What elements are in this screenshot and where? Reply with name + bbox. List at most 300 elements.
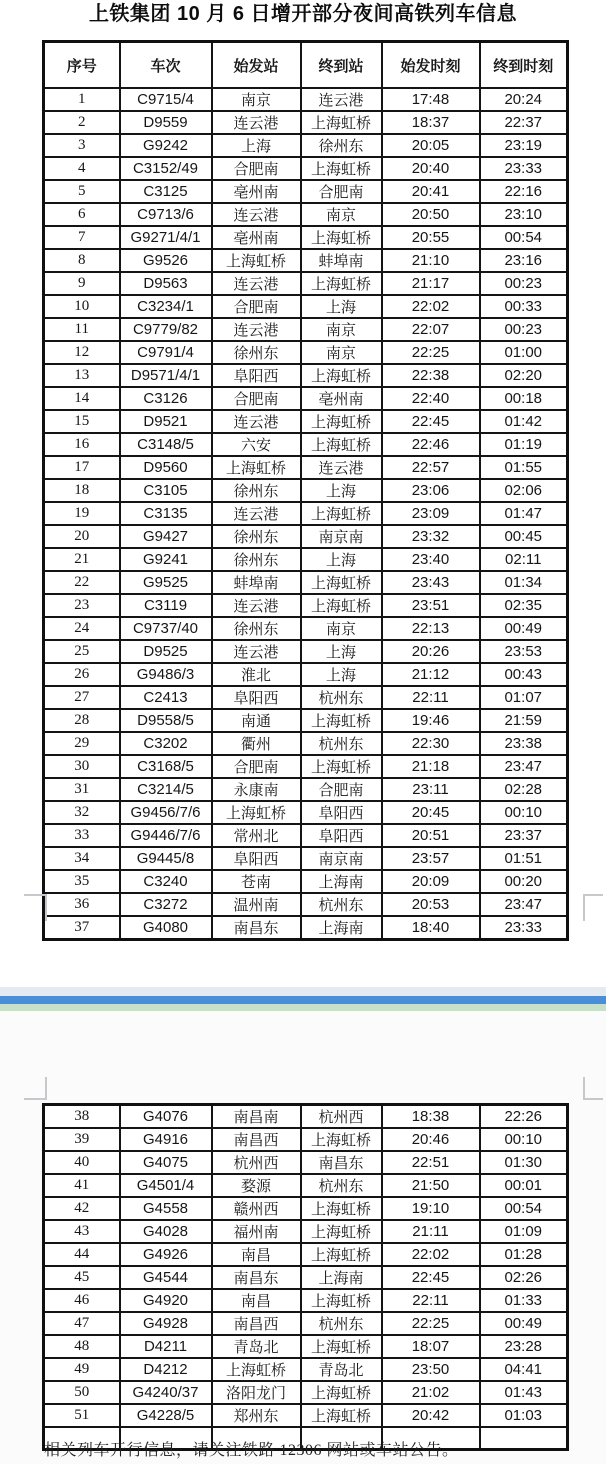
- table-header-row: [44, 42, 568, 89]
- cell-index: 23: [44, 594, 120, 617]
- cell-destination: 上海虹桥: [301, 364, 382, 387]
- cell-arrival-time: 01:03: [480, 1404, 568, 1427]
- table-row: [44, 226, 568, 249]
- cell-index: 43: [44, 1220, 120, 1243]
- cell-arrival-time: 23:38: [480, 732, 568, 755]
- table-row: [44, 755, 568, 778]
- cell-destination: 南昌东: [301, 1151, 382, 1174]
- cell-origin: 南昌西: [212, 1128, 301, 1151]
- cell-index: 9: [44, 272, 120, 295]
- cell-index: 31: [44, 778, 120, 801]
- cell-train-no: G4080: [120, 916, 212, 940]
- table-row: [44, 456, 568, 479]
- cell-destination: 上海虹桥: [301, 502, 382, 525]
- cell-destination: 阜阳西: [301, 801, 382, 824]
- cell-destination: 南京: [301, 318, 382, 341]
- cell-index: 27: [44, 686, 120, 709]
- cell-origin: 连云港: [212, 272, 301, 295]
- table-row: [44, 1381, 568, 1404]
- cell-origin: 南昌南: [212, 1105, 301, 1129]
- cell-arrival-time: 21:59: [480, 709, 568, 732]
- header-cell: 始发时刻: [382, 42, 480, 89]
- table-row: [44, 916, 568, 940]
- page1-bottom-left-corner-mark: [45, 894, 47, 921]
- table-row: [44, 502, 568, 525]
- cell-index: 46: [44, 1289, 120, 1312]
- cell-destination: 上海虹桥: [301, 111, 382, 134]
- cell-index: 25: [44, 640, 120, 663]
- cell-train-no: G9446/7/6: [120, 824, 212, 847]
- cell-origin: 连云港: [212, 640, 301, 663]
- cell-destination: 上海虹桥: [301, 1220, 382, 1243]
- cell-arrival-time: 02:06: [480, 479, 568, 502]
- cell-arrival-time: 01:42: [480, 410, 568, 433]
- cell-train-no: G9271/4/1: [120, 226, 212, 249]
- cell-origin: 南昌西: [212, 1312, 301, 1335]
- cell-origin: 杭州西: [212, 1151, 301, 1174]
- cell-departure-time: 22:02: [382, 295, 480, 318]
- cell-departure-time: 20:09: [382, 870, 480, 893]
- table-row: [44, 1289, 568, 1312]
- table-row: [44, 709, 568, 732]
- cell-index: 38: [44, 1105, 120, 1129]
- table-row: [44, 1335, 568, 1358]
- train-schedule-table-page1: [42, 40, 569, 941]
- cell-index: 33: [44, 824, 120, 847]
- table-row: [44, 479, 568, 502]
- cell-departure-time: 23:32: [382, 525, 480, 548]
- table-row: [44, 617, 568, 640]
- cell-destination: 连云港: [301, 456, 382, 479]
- cell-arrival-time: 20:24: [480, 88, 568, 111]
- cell-destination: 上海: [301, 663, 382, 686]
- cell-train-no: D9560: [120, 456, 212, 479]
- table-row: [44, 571, 568, 594]
- cell-arrival-time: 00:23: [480, 318, 568, 341]
- cell-train-no: C9737/40: [120, 617, 212, 640]
- cell-index: 44: [44, 1243, 120, 1266]
- cell-departure-time: 21:18: [382, 755, 480, 778]
- cell-destination: 上海虹桥: [301, 1128, 382, 1151]
- cell-origin: 上海虹桥: [212, 456, 301, 479]
- cell-index: 41: [44, 1174, 120, 1197]
- cell-origin: 青岛北: [212, 1335, 301, 1358]
- page-divider-stripe-blue: [0, 996, 606, 1004]
- cell-departure-time: 22:38: [382, 364, 480, 387]
- page1-bottom-right-corner-mark: [583, 894, 603, 896]
- cell-train-no: D4212: [120, 1358, 212, 1381]
- cell-destination: 上海虹桥: [301, 410, 382, 433]
- table-row: [44, 318, 568, 341]
- cell-train-no: C3202: [120, 732, 212, 755]
- cell-arrival-time: 23:47: [480, 755, 568, 778]
- cell-departure-time: 22:45: [382, 410, 480, 433]
- cell-departure-time: 21:10: [382, 249, 480, 272]
- cell-train-no: G9525: [120, 571, 212, 594]
- header-cell: 始发站: [212, 42, 301, 89]
- cell-departure-time: 20:45: [382, 801, 480, 824]
- cell-train-no: G4926: [120, 1243, 212, 1266]
- cell-arrival-time: 01:34: [480, 571, 568, 594]
- cell-arrival-time: 00:49: [480, 1312, 568, 1335]
- cell-destination: 南京: [301, 617, 382, 640]
- cell-index: 17: [44, 456, 120, 479]
- cell-arrival-time: 01:19: [480, 433, 568, 456]
- cell-destination: 上海: [301, 479, 382, 502]
- table-row: [44, 847, 568, 870]
- cell-train-no: C3125: [120, 180, 212, 203]
- cell-departure-time: 23:40: [382, 548, 480, 571]
- cell-index: 32: [44, 801, 120, 824]
- page2-top-right-corner-mark: [583, 1098, 603, 1100]
- cell-index: 8: [44, 249, 120, 272]
- cell-destination: 杭州东: [301, 732, 382, 755]
- cell-arrival-time: 00:01: [480, 1174, 568, 1197]
- table-row: [44, 111, 568, 134]
- cell-arrival-time: 00:20: [480, 870, 568, 893]
- cell-destination: 杭州西: [301, 1105, 382, 1129]
- page2-top-left-corner-mark: [45, 1077, 47, 1100]
- cell-destination: 合肥南: [301, 180, 382, 203]
- cell-train-no: C3152/49: [120, 157, 212, 180]
- cell-departure-time: 20:42: [382, 1404, 480, 1427]
- cell-index: 42: [44, 1197, 120, 1220]
- table-row: [44, 88, 568, 111]
- cell-origin: 合肥南: [212, 157, 301, 180]
- table-row: [44, 870, 568, 893]
- table-row: [44, 824, 568, 847]
- cell-origin: 南通: [212, 709, 301, 732]
- table-row: [44, 663, 568, 686]
- cell-origin: 合肥南: [212, 755, 301, 778]
- cell-origin: 南昌: [212, 1243, 301, 1266]
- cell-arrival-time: 00:54: [480, 1197, 568, 1220]
- cell-departure-time: 22:25: [382, 1312, 480, 1335]
- cell-departure-time: 20:41: [382, 180, 480, 203]
- cell-index: 37: [44, 916, 120, 940]
- cell-origin: 福州南: [212, 1220, 301, 1243]
- cell-destination: 上海: [301, 295, 382, 318]
- cell-arrival-time: 23:33: [480, 157, 568, 180]
- cell-train-no: G4501/4: [120, 1174, 212, 1197]
- table-row: [44, 364, 568, 387]
- cell-arrival-time: 00:33: [480, 295, 568, 318]
- cell-departure-time: 21:50: [382, 1174, 480, 1197]
- cell-departure-time: 20:50: [382, 203, 480, 226]
- cell-departure-time: 18:40: [382, 916, 480, 940]
- cell-index: 24: [44, 617, 120, 640]
- cell-arrival-time: 02:20: [480, 364, 568, 387]
- cell-origin: 上海虹桥: [212, 1358, 301, 1381]
- cell-arrival-time: 23:53: [480, 640, 568, 663]
- cell-arrival-time: 02:35: [480, 594, 568, 617]
- table-row: [44, 893, 568, 916]
- cell-origin: 蚌埠南: [212, 571, 301, 594]
- cell-index: 18: [44, 479, 120, 502]
- table-row: [44, 1266, 568, 1289]
- cell-origin: 阜阳西: [212, 686, 301, 709]
- cell-index: 30: [44, 755, 120, 778]
- cell-index: 12: [44, 341, 120, 364]
- cell-departure-time: 20:55: [382, 226, 480, 249]
- cell-origin: 合肥南: [212, 387, 301, 410]
- cell-destination: 合肥南: [301, 778, 382, 801]
- cell-departure-time: 21:12: [382, 663, 480, 686]
- cell-arrival-time: 01:07: [480, 686, 568, 709]
- cell-origin: 上海: [212, 134, 301, 157]
- cell-departure-time: 22:40: [382, 387, 480, 410]
- cell-arrival-time: 02:28: [480, 778, 568, 801]
- cell-index: 47: [44, 1312, 120, 1335]
- cell-origin: 南昌东: [212, 916, 301, 940]
- cell-destination: 阜阳西: [301, 824, 382, 847]
- cell-origin: 连云港: [212, 410, 301, 433]
- table-row: [44, 180, 568, 203]
- cell-departure-time: 22:02: [382, 1243, 480, 1266]
- cell-origin: 亳州南: [212, 226, 301, 249]
- cell-train-no: G4558: [120, 1197, 212, 1220]
- cell-train-no: C3105: [120, 479, 212, 502]
- cell-index: 15: [44, 410, 120, 433]
- cell-index: 14: [44, 387, 120, 410]
- table-row: [44, 134, 568, 157]
- cell-origin: 赣州西: [212, 1197, 301, 1220]
- cell-departure-time: 19:46: [382, 709, 480, 732]
- cell-train-no: D9571/4/1: [120, 364, 212, 387]
- cell-train-no: C9779/82: [120, 318, 212, 341]
- cell-destination: 上海虹桥: [301, 755, 382, 778]
- cell-departure-time: 19:10: [382, 1197, 480, 1220]
- cell-departure-time: 18:38: [382, 1105, 480, 1129]
- cell-train-no: G4075: [120, 1151, 212, 1174]
- cell-origin: 阜阳西: [212, 847, 301, 870]
- cell-origin: 上海虹桥: [212, 249, 301, 272]
- cell-destination: 上海虹桥: [301, 272, 382, 295]
- cell-arrival-time: 04:41: [480, 1358, 568, 1381]
- cell-origin: 上海虹桥: [212, 801, 301, 824]
- cell-train-no: G4240/37: [120, 1381, 212, 1404]
- cell-arrival-time: 23:10: [480, 203, 568, 226]
- cell-arrival-time: 01:33: [480, 1289, 568, 1312]
- cell-train-no: D9525: [120, 640, 212, 663]
- cell-departure-time: 20:26: [382, 640, 480, 663]
- cell-origin: 连云港: [212, 502, 301, 525]
- cell-destination: 南京: [301, 203, 382, 226]
- cell-index: 7: [44, 226, 120, 249]
- cell-arrival-time: 02:11: [480, 548, 568, 571]
- table-row: [44, 295, 568, 318]
- table-row: [44, 1220, 568, 1243]
- train-schedule-table-page2: [42, 1103, 569, 1451]
- cell-destination: 上海虹桥: [301, 709, 382, 732]
- cell-train-no: G9486/3: [120, 663, 212, 686]
- cell-destination: 亳州南: [301, 387, 382, 410]
- cell-train-no: C3119: [120, 594, 212, 617]
- cell-index: 48: [44, 1335, 120, 1358]
- table-row: [44, 157, 568, 180]
- cell-index: 11: [44, 318, 120, 341]
- cell-train-no: G9445/8: [120, 847, 212, 870]
- header-cell: 终到站: [301, 42, 382, 89]
- table-row: [44, 778, 568, 801]
- cell-index: 34: [44, 847, 120, 870]
- table-row: [44, 1404, 568, 1427]
- cell-destination: 上海虹桥: [301, 1381, 382, 1404]
- table-row: [44, 341, 568, 364]
- cell-train-no: G4920: [120, 1289, 212, 1312]
- cell-train-no: D9563: [120, 272, 212, 295]
- cell-departure-time: 18:37: [382, 111, 480, 134]
- cell-train-no: G4028: [120, 1220, 212, 1243]
- cell-arrival-time: 23:47: [480, 893, 568, 916]
- cell-destination: 上海南: [301, 1266, 382, 1289]
- cell-destination: 上海虹桥: [301, 1335, 382, 1358]
- table-row: [44, 249, 568, 272]
- cell-departure-time: 22:45: [382, 1266, 480, 1289]
- cell-departure-time: 23:50: [382, 1358, 480, 1381]
- cell-origin: 温州南: [212, 893, 301, 916]
- cell-destination: 南京南: [301, 525, 382, 548]
- cell-origin: 徐州东: [212, 479, 301, 502]
- cell-train-no: D9558/5: [120, 709, 212, 732]
- cell-train-no: G9427: [120, 525, 212, 548]
- cell-departure-time: 20:40: [382, 157, 480, 180]
- cell-destination: 杭州东: [301, 1312, 382, 1335]
- cell-destination: 蚌埠南: [301, 249, 382, 272]
- table-row: [44, 1128, 568, 1151]
- cell-index: 49: [44, 1358, 120, 1381]
- cell-origin: 南昌东: [212, 1266, 301, 1289]
- page-divider-stripe-green: [0, 1004, 606, 1011]
- header-cell: 车次: [120, 42, 212, 89]
- cell-train-no: G4916: [120, 1128, 212, 1151]
- cell-origin: 南昌: [212, 1289, 301, 1312]
- cell-arrival-time: 01:00: [480, 341, 568, 364]
- cell-destination: 上海虹桥: [301, 433, 382, 456]
- cell-departure-time: 23:57: [382, 847, 480, 870]
- cell-destination: 上海: [301, 548, 382, 571]
- cell-index: 35: [44, 870, 120, 893]
- table-row: [44, 433, 568, 456]
- table-row: [44, 1105, 568, 1129]
- cell-origin: 南京: [212, 88, 301, 111]
- cell-index: 45: [44, 1266, 120, 1289]
- cell-destination: 上海虹桥: [301, 1404, 382, 1427]
- cell-departure-time: 22:25: [382, 341, 480, 364]
- cell-train-no: C3135: [120, 502, 212, 525]
- table-row: [44, 1312, 568, 1335]
- cell-arrival-time: 23:37: [480, 824, 568, 847]
- cell-train-no: C2413: [120, 686, 212, 709]
- cell-destination: 上海虹桥: [301, 226, 382, 249]
- cell-departure-time: 23:51: [382, 594, 480, 617]
- cell-departure-time: 21:02: [382, 1381, 480, 1404]
- cell-arrival-time: 23:28: [480, 1335, 568, 1358]
- table-row: [44, 801, 568, 824]
- cell-origin: 六安: [212, 433, 301, 456]
- cell-arrival-time: 22:16: [480, 180, 568, 203]
- cell-destination: 杭州东: [301, 686, 382, 709]
- cell-train-no: G4928: [120, 1312, 212, 1335]
- cell-index: 40: [44, 1151, 120, 1174]
- cell-origin: 徐州东: [212, 525, 301, 548]
- cell-arrival-time: 22:26: [480, 1105, 568, 1129]
- cell-train-no: D9521: [120, 410, 212, 433]
- page1-bottom-left-corner-mark: [24, 894, 47, 896]
- cell-index: 29: [44, 732, 120, 755]
- table-row: [44, 410, 568, 433]
- cell-arrival-time: 01:43: [480, 1381, 568, 1404]
- cell-train-no: G9526: [120, 249, 212, 272]
- page-title: 上铁集团 10 月 6 日增开部分夜间高铁列车信息: [88, 3, 518, 25]
- cell-train-no: D9559: [120, 111, 212, 134]
- table-row: [44, 1151, 568, 1174]
- cell-train-no: G4544: [120, 1266, 212, 1289]
- cell-arrival-time: 00:10: [480, 801, 568, 824]
- cell-origin: 常州北: [212, 824, 301, 847]
- cell-train-no: C9713/6: [120, 203, 212, 226]
- cell-index: 10: [44, 295, 120, 318]
- cell-train-no: C9791/4: [120, 341, 212, 364]
- cell-destination: 青岛北: [301, 1358, 382, 1381]
- header-cell: 序号: [44, 42, 120, 89]
- cell-index: 16: [44, 433, 120, 456]
- page1-bottom-right-corner-mark: [583, 894, 585, 921]
- table-row: [44, 1174, 568, 1197]
- header-cell: 终到时刻: [480, 42, 568, 89]
- table-row: [44, 1358, 568, 1381]
- cell-index: 28: [44, 709, 120, 732]
- cell-index: 2: [44, 111, 120, 134]
- cell-departure-time: 22:13: [382, 617, 480, 640]
- cell-origin: 郑州东: [212, 1404, 301, 1427]
- cell-train-no: C3168/5: [120, 755, 212, 778]
- cell-destination: 南京: [301, 341, 382, 364]
- cell-train-no: D4211: [120, 1335, 212, 1358]
- table-row: [44, 1197, 568, 1220]
- cell-destination: 徐州东: [301, 134, 382, 157]
- cell-index: 4: [44, 157, 120, 180]
- cell-train-no: C3240: [120, 870, 212, 893]
- cell-departure-time: 22:11: [382, 686, 480, 709]
- cell-origin: 亳州南: [212, 180, 301, 203]
- cell-train-no: C3234/1: [120, 295, 212, 318]
- cell-origin: 淮北: [212, 663, 301, 686]
- cell-origin: 永康南: [212, 778, 301, 801]
- table-row: [44, 387, 568, 410]
- footer-note: 相关列车开行信息，请关注铁路 12306 网站或车站公告。: [44, 1442, 459, 1459]
- cell-train-no: C3272: [120, 893, 212, 916]
- cell-destination: 上海虹桥: [301, 1243, 382, 1266]
- cell-train-no: C9715/4: [120, 88, 212, 111]
- cell-arrival-time: 23:19: [480, 134, 568, 157]
- cell-departure-time: 23:11: [382, 778, 480, 801]
- cell-departure-time: 20:05: [382, 134, 480, 157]
- cell-train-no: G4228/5: [120, 1404, 212, 1427]
- cell-departure-time: 23:06: [382, 479, 480, 502]
- cell-index: 39: [44, 1128, 120, 1151]
- cell-index: 22: [44, 571, 120, 594]
- cell-arrival-time: 01:28: [480, 1243, 568, 1266]
- cell-origin: 合肥南: [212, 295, 301, 318]
- cell-origin: 连云港: [212, 203, 301, 226]
- cell-arrival-time: 00:18: [480, 387, 568, 410]
- cell-index: 26: [44, 663, 120, 686]
- cell-train-no: G9242: [120, 134, 212, 157]
- table-row: [44, 732, 568, 755]
- cell-origin: 徐州东: [212, 548, 301, 571]
- cell-departure-time: 22:07: [382, 318, 480, 341]
